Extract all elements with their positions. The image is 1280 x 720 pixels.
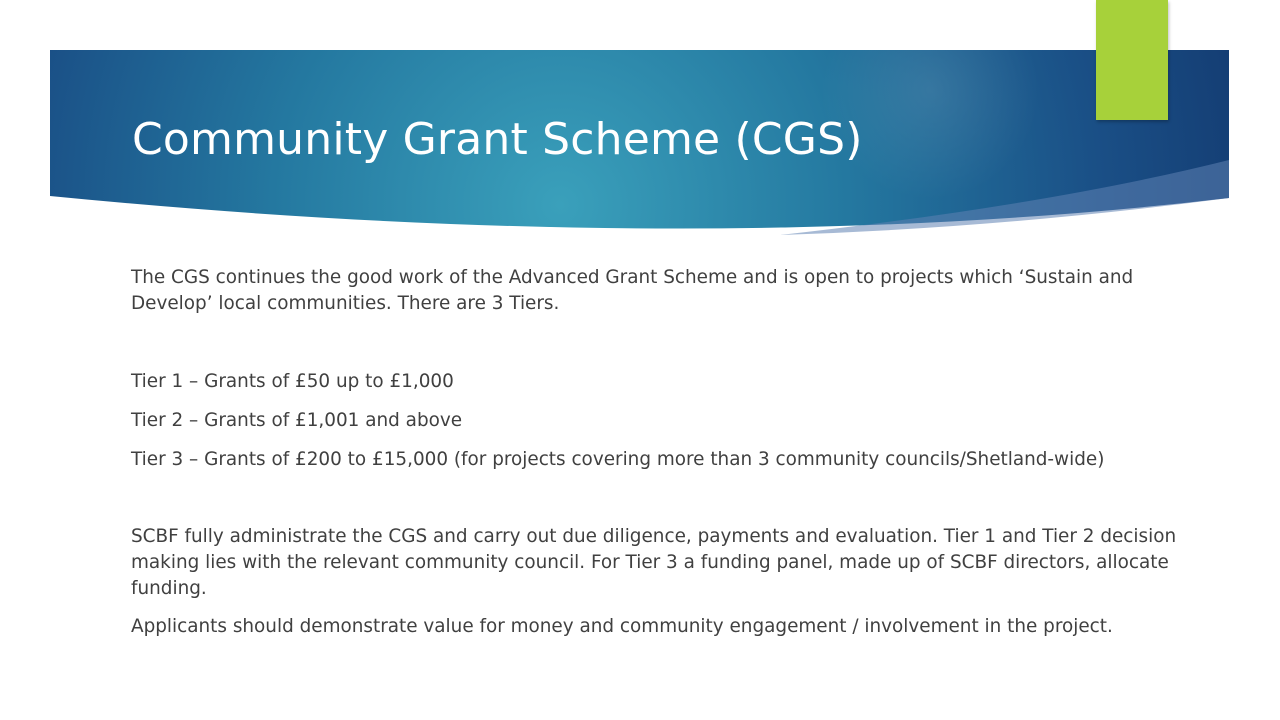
applicants-paragraph: Applicants should demonstrate value for money and community engagement / involvement in the project. (131, 616, 1113, 637)
tier-2-line: Tier 2 – Grants of £1,001 and above (131, 410, 463, 431)
accent-bar (1096, 0, 1168, 120)
intro-paragraph: The CGS continues the good work of the Advanced Grant Scheme and is open to projects which ‘Sustain and Develop’ local communities. There are 3 Tiers. (131, 267, 1134, 314)
tier-1-line: Tier 1 – Grants of £50 up to £1,000 (131, 371, 454, 392)
tier-3-line: Tier 3 – Grants of £200 to £15,000 (for projects covering more than 3 community councils/Shetland-wide) (131, 449, 1105, 470)
slide-title: Community Grant Scheme (CGS) (132, 114, 863, 165)
administration-paragraph: SCBF fully administrate the CGS and carry out due diligence, payments and evaluation. Tier 1 and Tier 2 decision making lies with the relevant community council. For Tier 3 a funding panel, made up of SCBF directors, allocate funding. (131, 526, 1177, 599)
